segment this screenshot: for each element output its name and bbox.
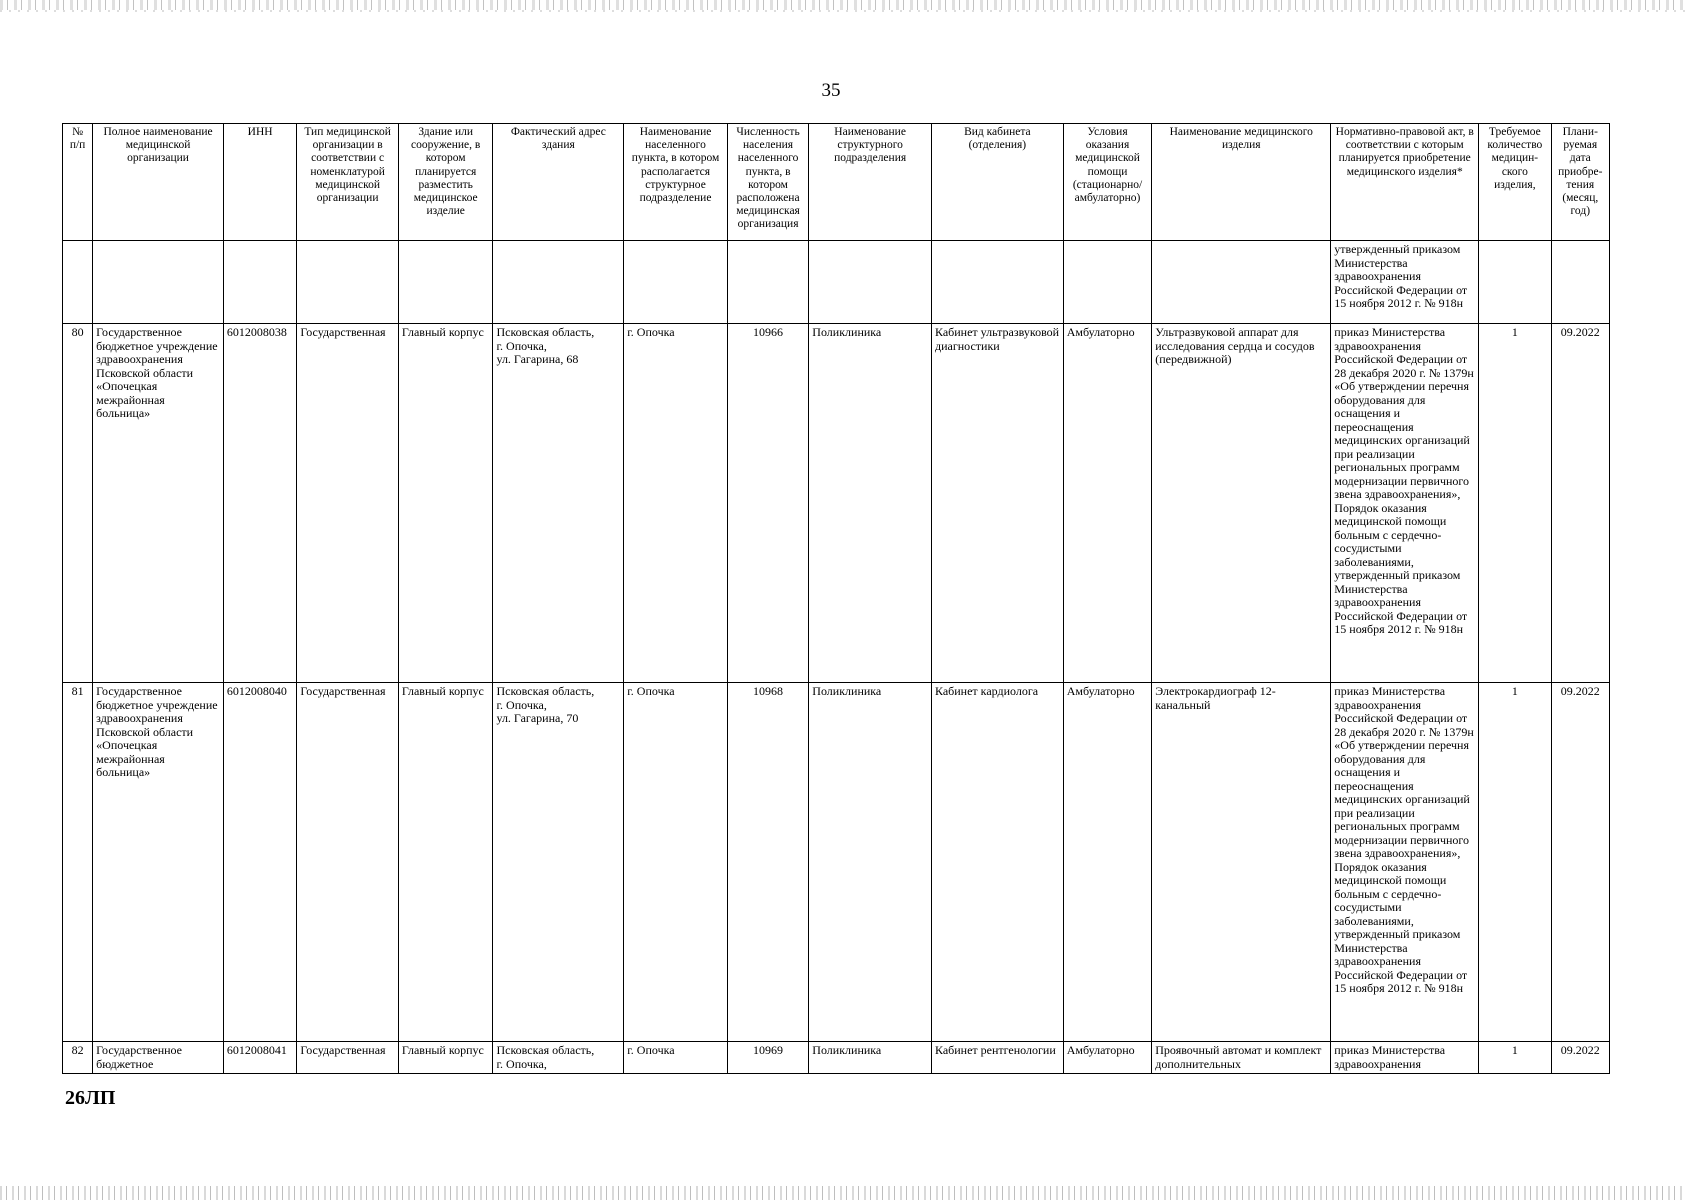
cell-settlement: г. Опочка <box>624 1042 728 1074</box>
cell-quantity: 1 <box>1479 324 1551 683</box>
column-header-quantity: Требуемое количество медицин-ского изделия, <box>1479 124 1551 241</box>
table-row <box>63 683 1610 1042</box>
cell-address: Псковская область, г. Опочка, <box>493 1042 624 1074</box>
cell-number: 82 <box>63 1042 93 1074</box>
table-row-continuation <box>63 241 1610 324</box>
cell-building: Главный корпус <box>398 324 493 683</box>
cell-cabinet: Кабинет рентгенологии <box>931 1042 1063 1074</box>
column-header-population: Численность населения населенного пункта, в котором расположена медицинская организация <box>727 124 808 241</box>
table-row <box>63 1042 1610 1074</box>
scan-artifact-top <box>0 0 1686 10</box>
cell-cabinet: Кабинет ультразвуковой диагностики <box>931 324 1063 683</box>
cell-quantity: 1 <box>1479 1042 1551 1074</box>
cell-legal-act: приказ Министерства здравоохранения <box>1331 1042 1479 1074</box>
cell-population: 10966 <box>727 324 808 683</box>
column-header-conditions: Условия оказания медицинской помощи (стационарно/ амбулаторно) <box>1063 124 1152 241</box>
cell-number: 81 <box>63 683 93 1042</box>
cell-legal-act: приказ Министерства здравоохранения Российской Федерации от 28 декабря 2020 г. № 1379н «Об утверждении перечня оборудования для оснащения и переоснащения медицинских организаций при реализации региональных программ модернизации первичного звена здравоохранения», Порядок оказания медицинской помощи больным с сердечно-сосудистыми заболеваниями, утвержденный приказом Министерства здравоохранения Российской Федерации от 15 ноября 2012 г. № 918н <box>1331 683 1479 1042</box>
cell-population: 10969 <box>727 1042 808 1074</box>
cell-address: Псковская область, г. Опочка, ул. Гагарина, 68 <box>493 324 624 683</box>
cell-address: Псковская область, г. Опочка, ул. Гагарина, 70 <box>493 683 624 1042</box>
cell-building: Главный корпус <box>398 683 493 1042</box>
cell-planned-date: 09.2022 <box>1551 1042 1609 1074</box>
cell-number: 80 <box>63 324 93 683</box>
cell-inn: 6012008038 <box>223 324 296 683</box>
scan-artifact-bottom <box>0 1186 1686 1200</box>
page-number: 35 <box>821 80 841 101</box>
table-row <box>63 324 1610 683</box>
column-header-legal-act: Нормативно-правовой акт, в соответствии с которым планируется приобретение медицинского изделия* <box>1331 124 1479 241</box>
column-header-building: Здание или сооружение, в котором планируется разместить медицинское изделие <box>398 124 493 241</box>
document-footer-code: 26ЛП <box>65 1087 116 1109</box>
column-header-org-name: Полное наименование медицинской организации <box>93 124 224 241</box>
cell-settlement: г. Опочка <box>624 683 728 1042</box>
cell-conditions: Амбулаторно <box>1063 1042 1152 1074</box>
cell-inn: 6012008040 <box>223 683 296 1042</box>
cell-org-name: Государственное бюджетное учреждение здравоохранения Псковской области «Опочецкая межрайонная больница» <box>93 683 224 1042</box>
cell-division: Поликлиника <box>809 1042 932 1074</box>
cell-cabinet: Кабинет кардиолога <box>931 683 1063 1042</box>
cell-legal-act-continuation: утвержденный приказом Министерства здравоохранения Российской Федерации от 15 ноября 2012 г. № 918н <box>1331 241 1479 324</box>
column-header-settlement: Наименование населенного пункта, в котором располагается структурное подразделение <box>624 124 728 241</box>
cell-division: Поликлиника <box>809 324 932 683</box>
column-header-address: Фактический адрес здания <box>493 124 624 241</box>
column-header-device: Наименование медицинского изделия <box>1152 124 1331 241</box>
table-header-row <box>63 124 1610 241</box>
column-header-cabinet: Вид кабинета (отделения) <box>931 124 1063 241</box>
cell-inn: 6012008041 <box>223 1042 296 1074</box>
cell-org-name: Государственное бюджетное <box>93 1042 224 1074</box>
column-header-inn: ИНН <box>223 124 296 241</box>
cell-org-type: Государственная <box>297 683 399 1042</box>
cell-org-type: Государственная <box>297 324 399 683</box>
cell-settlement: г. Опочка <box>624 324 728 683</box>
column-header-planned-date: Плани-руемая дата приобре-тения (месяц, год) <box>1551 124 1609 241</box>
cell-division: Поликлиника <box>809 683 932 1042</box>
cell-population: 10968 <box>727 683 808 1042</box>
cell-device: Ультразвуковой аппарат для исследования сердца и сосудов (передвижной) <box>1152 324 1331 683</box>
medical-equipment-table <box>62 123 1610 1074</box>
cell-conditions: Амбулаторно <box>1063 324 1152 683</box>
cell-legal-act: приказ Министерства здравоохранения Российской Федерации от 28 декабря 2020 г. № 1379н «Об утверждении перечня оборудования для оснащения и переоснащения медицинских организаций при реализации региональных программ модернизации первичного звена здравоохранения», Порядок оказания медицинской помощи больным с сердечно-сосудистыми заболеваниями, утвержденный приказом Министерства здравоохранения Российской Федерации от 15 ноября 2012 г. № 918н <box>1331 324 1479 683</box>
cell-building: Главный корпус <box>398 1042 493 1074</box>
cell-org-type: Государственная <box>297 1042 399 1074</box>
cell-device: Электрокардиограф 12-канальный <box>1152 683 1331 1042</box>
cell-org-name: Государственное бюджетное учреждение здравоохранения Псковской области «Опочецкая межрайонная больница» <box>93 324 224 683</box>
cell-planned-date: 09.2022 <box>1551 683 1609 1042</box>
scan-artifact-top-line <box>0 10 1686 12</box>
column-header-org-type: Тип медицинской организации в соответствии с номенклатурой медицинской организации <box>297 124 399 241</box>
cell-planned-date: 09.2022 <box>1551 324 1609 683</box>
cell-quantity: 1 <box>1479 683 1551 1042</box>
cell-conditions: Амбулаторно <box>1063 683 1152 1042</box>
column-header-number: № п/п <box>63 124 93 241</box>
column-header-division: Наименование структурного подразделения <box>809 124 932 241</box>
cell-device: Проявочный автомат и комплект дополнительных <box>1152 1042 1331 1074</box>
